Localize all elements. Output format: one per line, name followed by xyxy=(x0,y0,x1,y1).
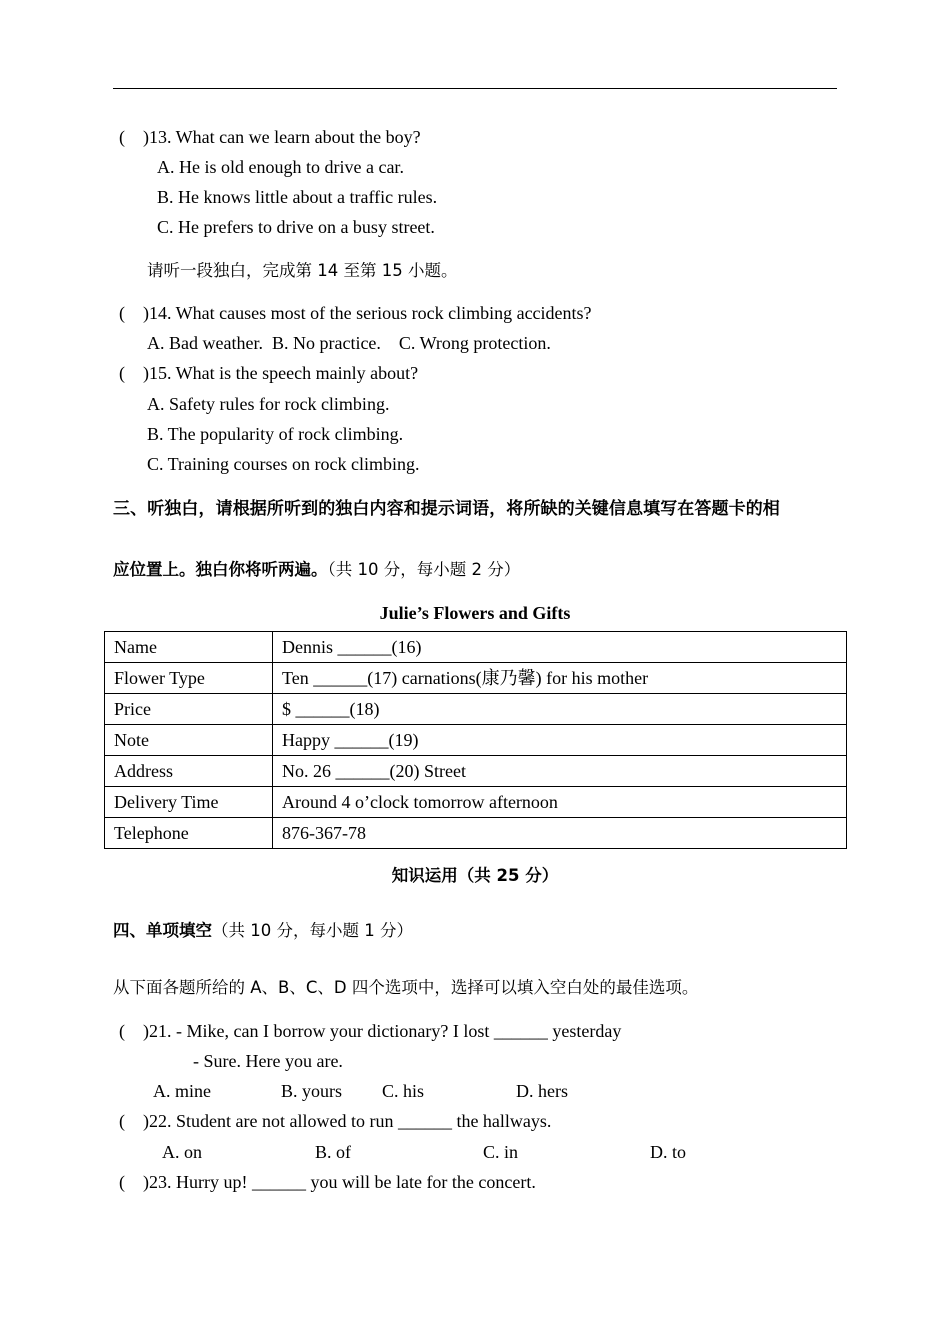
table-row xyxy=(105,756,847,787)
instruction-14-15: 请听一段独白，完成第 14 至第 15 小题。 xyxy=(147,261,458,280)
order-form-table xyxy=(104,631,847,849)
table-row xyxy=(105,663,847,694)
row-value-name: Dennis ______(16) xyxy=(273,632,847,663)
question-14-options: A. Bad weather. B. No practice. C. Wrong protection. xyxy=(147,333,551,353)
section-3-heading-line1: 三、听独白，请根据所听到的独白内容和提示词语，将所缺的关键信息填写在答题卡的相 xyxy=(113,499,780,519)
table-row xyxy=(105,632,847,663)
question-21-option-c: C. his xyxy=(382,1081,425,1101)
row-label-telephone: Telephone xyxy=(105,818,273,849)
question-22-option-c: C. in xyxy=(483,1142,519,1162)
question-15-option-a: A. Safety rules for rock climbing. xyxy=(147,394,390,414)
section-3-heading-line2 xyxy=(113,559,520,581)
question-21-option-a: A. mine xyxy=(153,1081,211,1101)
question-15-option-c: C. Training courses on rock climbing. xyxy=(147,454,420,474)
row-label-flower-type: Flower Type xyxy=(105,663,273,694)
question-14-stem: ( )14. What causes most of the serious rock climbing accidents? xyxy=(119,303,592,323)
section-3-points: （共 10 分，每小题 2 分） xyxy=(327,560,521,579)
row-value-price: $ ______(18) xyxy=(273,694,847,725)
question-13-option-c: C. He prefers to drive on a busy street. xyxy=(157,217,435,237)
section-4-title: 四、单项填空 xyxy=(113,921,212,940)
question-21-stem: ( )21. - Mike, can I borrow your dictionary? I lost ______ yesterday xyxy=(119,1021,622,1041)
row-label-name: Name xyxy=(105,632,273,663)
question-21-reply: - Sure. Here you are. xyxy=(193,1051,343,1071)
question-13-stem: ( )13. What can we learn about the boy? xyxy=(119,127,421,147)
question-15-stem: ( )15. What is the speech mainly about? xyxy=(119,363,419,383)
question-22-option-a: A. on xyxy=(162,1142,202,1162)
table-row xyxy=(105,694,847,725)
section-4-points: （共 10 分，每小题 1 分） xyxy=(212,921,413,940)
row-label-note: Note xyxy=(105,725,273,756)
question-22-stem: ( )22. Student are not allowed to run ______ the hallways. xyxy=(119,1111,552,1131)
question-21-option-b: B. yours xyxy=(281,1081,343,1101)
question-22-option-b: B. of xyxy=(315,1142,351,1162)
row-label-price: Price xyxy=(105,694,273,725)
row-value-delivery-time: Around 4 o’clock tomorrow afternoon xyxy=(273,787,847,818)
row-label-address: Address xyxy=(105,756,273,787)
header-rule xyxy=(113,88,837,89)
question-21-option-d: D. hers xyxy=(516,1081,568,1101)
question-15-option-b: B. The popularity of rock climbing. xyxy=(147,424,404,444)
table-row xyxy=(105,787,847,818)
section-4-heading xyxy=(113,920,413,942)
section-4-instruction: 从下面各题所给的 A、B、C、D 四个选项中，选择可以填入空白处的最佳选项。 xyxy=(113,978,699,997)
question-23-stem: ( )23. Hurry up! ______ you will be late for the concert. xyxy=(119,1172,536,1192)
table-row xyxy=(105,818,847,849)
part-title: 知识运用（共 25 分） xyxy=(391,866,559,885)
section-3-heading-bold: 应位置上。独白你将听两遍。 xyxy=(113,560,328,579)
row-value-note: Happy ______(19) xyxy=(273,725,847,756)
row-value-telephone: 876-367-78 xyxy=(273,818,847,849)
row-value-address: No. 26 ______(20) Street xyxy=(273,756,847,787)
form-title: Julie’s Flowers and Gifts xyxy=(379,603,571,623)
row-value-flower-type: Ten ______(17) carnations(康乃馨) for his mother xyxy=(273,663,847,694)
question-13-option-b: B. He knows little about a traffic rules. xyxy=(157,187,438,207)
question-13-option-a: A. He is old enough to drive a car. xyxy=(157,157,404,177)
row-label-delivery-time: Delivery Time xyxy=(105,787,273,818)
question-22-option-d: D. to xyxy=(650,1142,686,1162)
table-row xyxy=(105,725,847,756)
